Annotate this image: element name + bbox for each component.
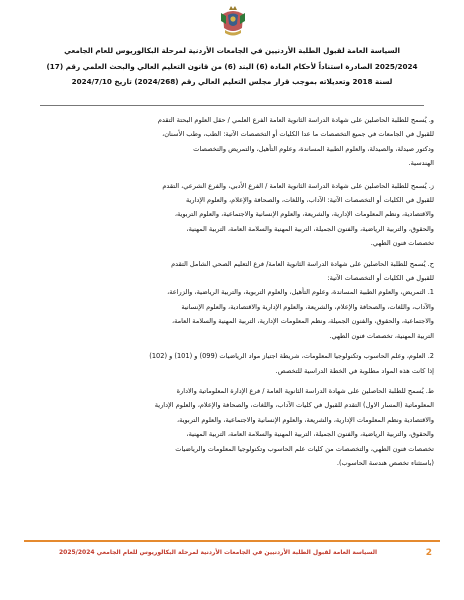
paragraph-line: ط. يُسمح للطلبة الحاصلين على شهادة الدراسة الثانوية العامة / فرع الإدارة المعلوماتية والادارة [176, 386, 434, 395]
document-title [22, 43, 442, 90]
title-line-2: 2025/2024 الصادرة استناداً لأحكام المادة (6) البند (6) من قانون التعليم العالي والبحث العلمي رقم (17) [46, 61, 418, 71]
paragraph-line: 1. التمريض، والعلوم الطبية المساندة، وعلوم التأهيل، والعلوم التربوية، والتربية الرياضية، والزراعة، [167, 288, 434, 297]
paragraph-line: والحقوق، والتربية الرياضية، والفنون الجميلة، التربية المهنية والسلامة العامة، التربية المهنية، [186, 430, 434, 439]
paragraph-line: والاجتماعية، والحقوق، والفنون الجميلة، ونظم المعلومات الإدارية، التربية المهنية والسلامة العامة، [171, 317, 434, 326]
paragraph-line: والآداب، واللغات، والصحافة والإعلام، والشريعة، والعلوم الإدارية والاقتصادية، والعلوم الإنسانية [181, 302, 434, 311]
paragraph-line: والحقوق، والتربية الرياضية، والفنون الجميلة، التربية المهنية والسلامة العامة، التربية المهنية، [186, 224, 434, 233]
paragraph-line: تخصصات فنون الطهي، والتخصصات من كليات علم الحاسوب وتكنولوجيا المعلومات والرياضيات [175, 444, 434, 453]
paragraph-line: التربية المهنية، تخصصات فنون الطهي. [329, 331, 434, 340]
paragraph-line: إذا كانت هذه المواد مطلوبة في الخطة الدراسية للتخصص. [275, 366, 434, 375]
paragraph [30, 179, 434, 251]
document-body [30, 113, 434, 470]
paragraph-line: ح. يُسمح للطلبة الحاصلين على شهادة الدراسة الثانوية العامة/ فرع التعليم الصحي الشامل التقدم [171, 259, 434, 268]
paragraph-line: الهندسية. [408, 159, 434, 168]
page-number: 2 [425, 548, 432, 558]
paragraph [30, 257, 434, 286]
paragraph [30, 384, 434, 470]
paragraph [30, 285, 434, 343]
page-footer [24, 540, 440, 562]
footer-rule [24, 540, 440, 542]
paragraph [30, 113, 434, 171]
paragraph-line: (باستثناء تخصص هندسة الحاسوب). [336, 458, 434, 467]
title-separator [40, 105, 424, 106]
paragraph-line: والاقتصادية، ونظم المعلومات الإدارية، والشريعة، والعلوم الإنسانية والاجتماعية، والعلوم التربوية، [174, 210, 434, 219]
paragraph-line: والاقتصادية ونظم المعلومات الإدارية، والشريعة، والعلوم الإنسانية والاجتماعية، والعلوم التربوية، [177, 415, 434, 424]
paragraph-line: للقبول في الكليات أو التخصصات الآتية: الآداب، واللغات، والصحافة والإعلام، والعلوم الإدارية [186, 196, 434, 205]
paragraph-line: ز. يُسمح للطلبة الحاصلين على شهادة الدراسة الثانوية العامة / الفرع الأدبي، والفرع الشرعي، التقدم [162, 181, 434, 190]
title-line-1: السياسة العامة لقبول الطلبة الأردنيين في الجامعات الأردنية لمرحلة البكالوريوس للعام الجامعي [64, 46, 400, 55]
paragraph-line: للقبول في الكليات أو التخصصات الآتية: [327, 274, 434, 283]
paragraph-line: للقبول في الجامعات في جميع التخصصات ما عدا الكليات أو التخصصات الآتية: الطب، وطب الأسنان، [162, 130, 434, 139]
paragraph-line: ودكتور صيدلة، والصيدلة، والعلوم الطبية المساندة، وعلوم التأهيل، والتمريض والتخصصات [193, 144, 434, 153]
paragraph-line: تخصصات فنون الطهي. [370, 239, 434, 248]
coat-of-arms-icon [218, 4, 248, 38]
title-line-3: لسنة 2018 وتعديلاته بموجب قرار مجلس التعليم العالي رقم (2024/268) تاريخ 2024/7/10 [71, 77, 393, 86]
footer-title: السياسة العامة لقبول الطلبة الأردنيين في الجامعات الأردنية لمرحلة البكالوريوس للعام الجامعي 2025/2024 [58, 549, 378, 556]
paragraph-line: 2. العلوم، وعلم الحاسوب وتكنولوجيا المعلومات، شريطة اجتياز مواد الرياضيات (099) و (101) و (102) [149, 352, 434, 361]
paragraph-line: و. يُسمح للطلبة الحاصلين على شهادة الدراسة الثانوية العامة الفرع العلمي / حقل العلوم البحتة التقدم [157, 116, 434, 124]
paragraph [30, 349, 434, 378]
paragraph-line: المعلوماتية (المسار الاول) التقدم للقبول في كليات الآداب، واللغات، والصحافة والإعلام، والعلوم الإدارية [154, 401, 434, 410]
